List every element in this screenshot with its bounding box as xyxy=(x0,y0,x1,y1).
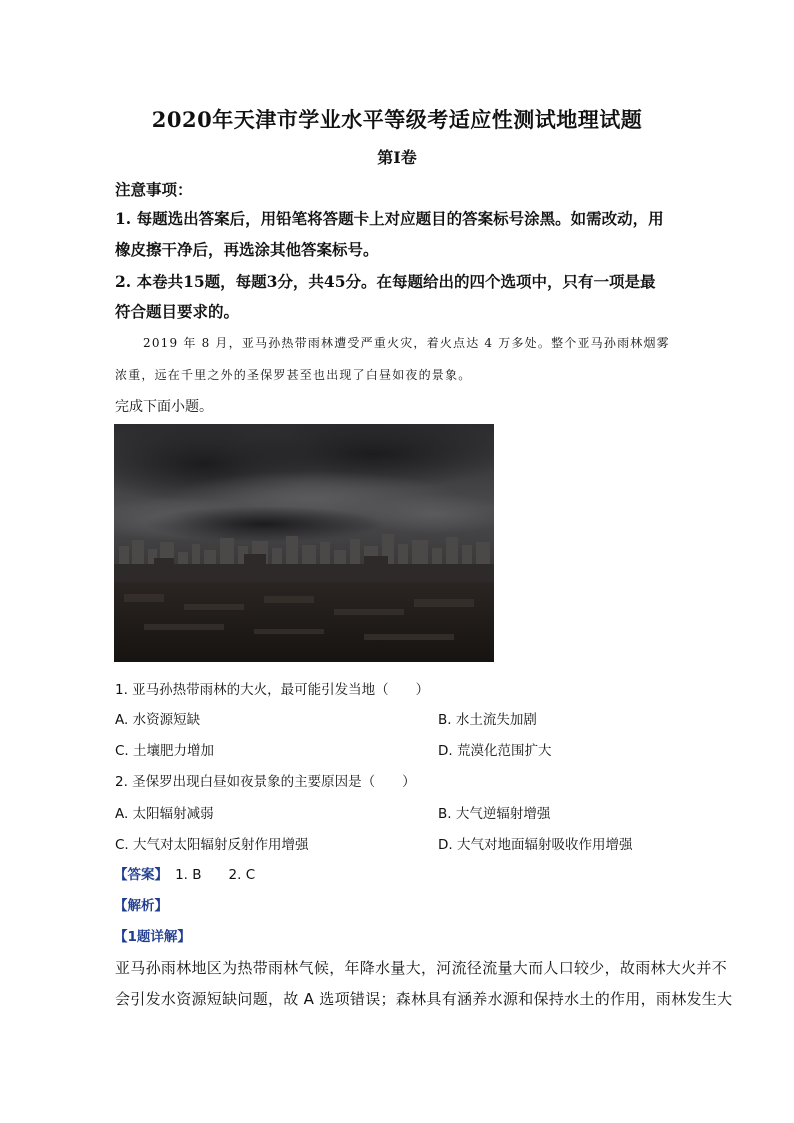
answer-tag: 【答案】 xyxy=(114,867,168,883)
analysis-tag: 【解析】 xyxy=(114,898,168,914)
page-title: 2020年天津市学业水平等级考适应性测试地理试题 xyxy=(151,107,643,132)
sao-paulo-dark-sky-photo xyxy=(114,424,494,662)
volume-label: 第I卷 xyxy=(377,148,417,167)
question-1-option-a: A. 水资源短缺 xyxy=(115,712,201,728)
notice-line: 1. 每题选出答案后，用铅笔将答题卡上对应题目的答案标号涂黑。如需改动，用 xyxy=(115,209,664,228)
detail-1-tag: 【1题详解】 xyxy=(114,929,191,945)
analysis-line: 会引发水资源短缺问题，故 A 选项错误；森林具有涵养水源和保持水土的作用，雨林发生大 xyxy=(115,990,733,1008)
question-2-option-a: A. 太阳辐射减弱 xyxy=(115,806,214,822)
answer-row xyxy=(114,863,255,883)
notice-line: 橡皮擦干净后，再选涂其他答案标号。 xyxy=(115,240,379,259)
question-1-option-c: C. 土壤肥力增加 xyxy=(115,743,215,759)
instruction-text: 完成下面小题。 xyxy=(115,399,213,415)
question-1-stem: 1. 亚马孙热带雨林的大火，最可能引发当地（ ） xyxy=(115,682,430,698)
question-2-option-c: C. 大气对太阳辐射反射作用增强 xyxy=(115,837,309,853)
notice-line: 符合题目要求的。 xyxy=(115,302,240,321)
material-line: 2019 年 8 月，亚马孙热带雨林遭受严重火灾，着火点达 4 万多处。整个亚马孙雨林烟雾 xyxy=(143,336,670,350)
question-1-option-b: B. 水土流失加剧 xyxy=(438,712,537,728)
notice-heading: 注意事项： xyxy=(115,180,193,199)
question-2-stem: 2. 圣保罗出现白昼如夜景象的主要原因是（ ） xyxy=(115,774,416,790)
question-2-option-d: D. 大气对地面辐射吸收作用增强 xyxy=(438,837,633,853)
material-line: 浓重，远在千里之外的圣保罗甚至也出现了白昼如夜的景象。 xyxy=(115,368,472,382)
question-2-option-b: B. 大气逆辐射增强 xyxy=(438,806,551,822)
answer-text: 1. B 2. C xyxy=(175,867,256,883)
analysis-line: 亚马孙雨林地区为热带雨林气候，年降水量大，河流径流量大而人口较少，故雨林大火并不 xyxy=(115,959,728,977)
notice-line: 2. 本卷共15题，每题3分，共45分。在每题给出的四个选项中，只有一项是最 xyxy=(115,272,656,291)
question-1-option-d: D. 荒漠化范围扩大 xyxy=(438,743,552,759)
